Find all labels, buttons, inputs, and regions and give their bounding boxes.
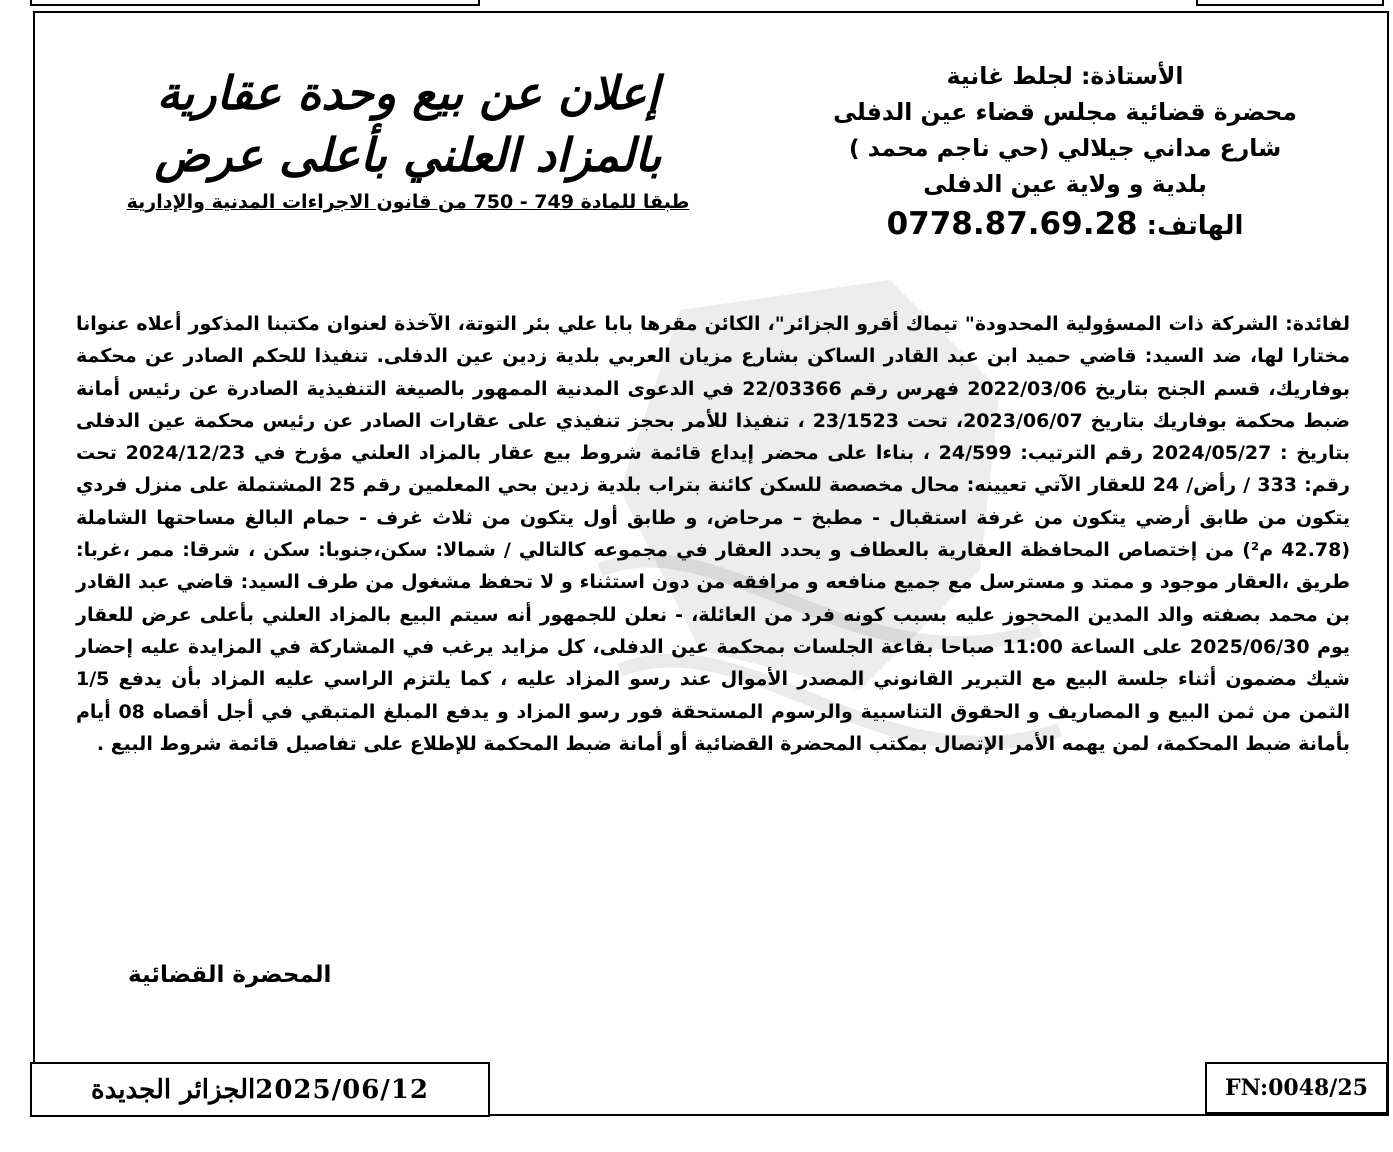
newspaper-name: الجزائر الجديدة <box>91 1074 256 1105</box>
office-street: شارع مداني جيلالي (حي ناجم محمد ) <box>848 134 1282 162</box>
publication-date: 2025/06/12 <box>255 1074 429 1105</box>
announcement-title-block <box>78 62 738 216</box>
top-right-box-edge <box>1196 0 1384 6</box>
office-court: محضرة قضائية مجلس قضاء عين الدفلى <box>833 98 1297 126</box>
legal-basis: طبقا للمادة 749 - 750 من قانون الاجراءات المدنية والإدارية <box>126 191 690 213</box>
reference-number: FN:0048/25 <box>1225 1075 1368 1101</box>
title-line-2: بالمزاد العلني بأعلى عرض <box>154 128 662 182</box>
office-municipality: بلدية و ولاية عين الدفلى <box>923 170 1207 198</box>
announcement-body: لفائدة: الشركة ذات المسؤولية المحدودة" تيماك أقرو الجزائر"، الكائن مقرها بابا علي بئر التوتة، الآخذة لعنوان مكتبنا المذكور أعلاه عنوانا مختارا لها، ضد السيد: قاضي حميد ابن عبد القادر الساكن بشارع مزيان العربي بلدية زدين عين الدفلى. تنفيذا للحكم الصادر عن محكمة بوفاريك، قسم الجنح بتاريخ 2022/03/06 فهرس رقم 22/03366 في الدعوى المدنية الممهور بالصيغة التنفيذية الصادرة عن رئيس أمانة ضبط محكمة بوفاريك بتاريخ 2023/06/07، تحت 23/1523 ، تنفيذا للأمر بحجز تنفيذي على عقارات الصادر عن رئيس محكمة عين الدفلى بتاريخ : 2024/05/27 رقم الترتيب: 24/599 ، بناءا على محضر إيداع قائمة شروط بيع عقار بالمزاد العلني مؤرخ في 2024/12/23 تحت رقم: 333 / رأض/ 24 للعقار الآتي تعيينه: محال مخصصة للسكن كائنة بتراب بلدية زدين بحي المعلمين رقم 25 المشتملة على منزل فردي يتكون من طابق أرضي يتكون من غرفة استقبال - مطبخ – مرحاض، و طابق أول يتكون من ثلاث غرف - حمام البالغ مساحتها الشاملة (42.78 م²) من إختصاص المحافظة العقارية بالعطاف و يحدد العقار في مجموعه كالتالي / شمالا: سكن،جنوبا: سكن ، شرقا: ممر ،غربا: طريق ،العقار موجود و ممتد و مسترسل مع جميع منافعه و مرافقه من دون استثناء و لا تحفظ مشغول من طرف السيد: قاضي عبد القادر بن محمد بصفته والد المدين المحجوز عليه بسبب كونه فرد من العائلة، - نعلن للجمهور أنه سيتم البيع بالمزاد العلني بأعلى عرض للعقار يوم 2025/06/30 على الساعة 11:00 صباحا بقاعة الجلسات بمحكمة عين الدفلى، كل مزايد يرغب في المشاركة في المزايدة عليه إحضار شيك مضمون أثناء جلسة البيع مع التبرير القانوني المصدر الأموال عند رسو المزاد عليه ، كما يلتزم الراسي عليه المزاد بأن يدفع 1/5 الثمن من ثمن البيع و المصاريف و الحقوق التناسبية والرسوم المستحقة فور رسو المزاد و يدفع المبلغ المتبقي في أجل أقصاه 08 أيام بأمانة ضبط المحكمة، لمن يهمه الأمر الإتصال بمكتب المحضرة القضائية أو أمانة ضبط المحكمة للإطلاع على تفاصيل قائمة شروط البيع . <box>76 313 1351 755</box>
office-phone-line <box>800 206 1330 244</box>
title-line-1: إعلان عن بيع وحدة عقارية <box>156 66 660 120</box>
phone-label: الهاتف: <box>1146 211 1244 241</box>
office-bailiff-name: الأستاذة: لجلط غانية <box>946 62 1184 90</box>
top-left-box-edge <box>30 0 480 6</box>
phone-number: 0778.87.69.28 <box>886 206 1138 242</box>
reference-footer <box>1205 1062 1388 1114</box>
newspaper-footer <box>30 1062 490 1117</box>
bailiff-office-block <box>800 58 1330 244</box>
signature: المحضرة القضائية <box>128 962 332 988</box>
